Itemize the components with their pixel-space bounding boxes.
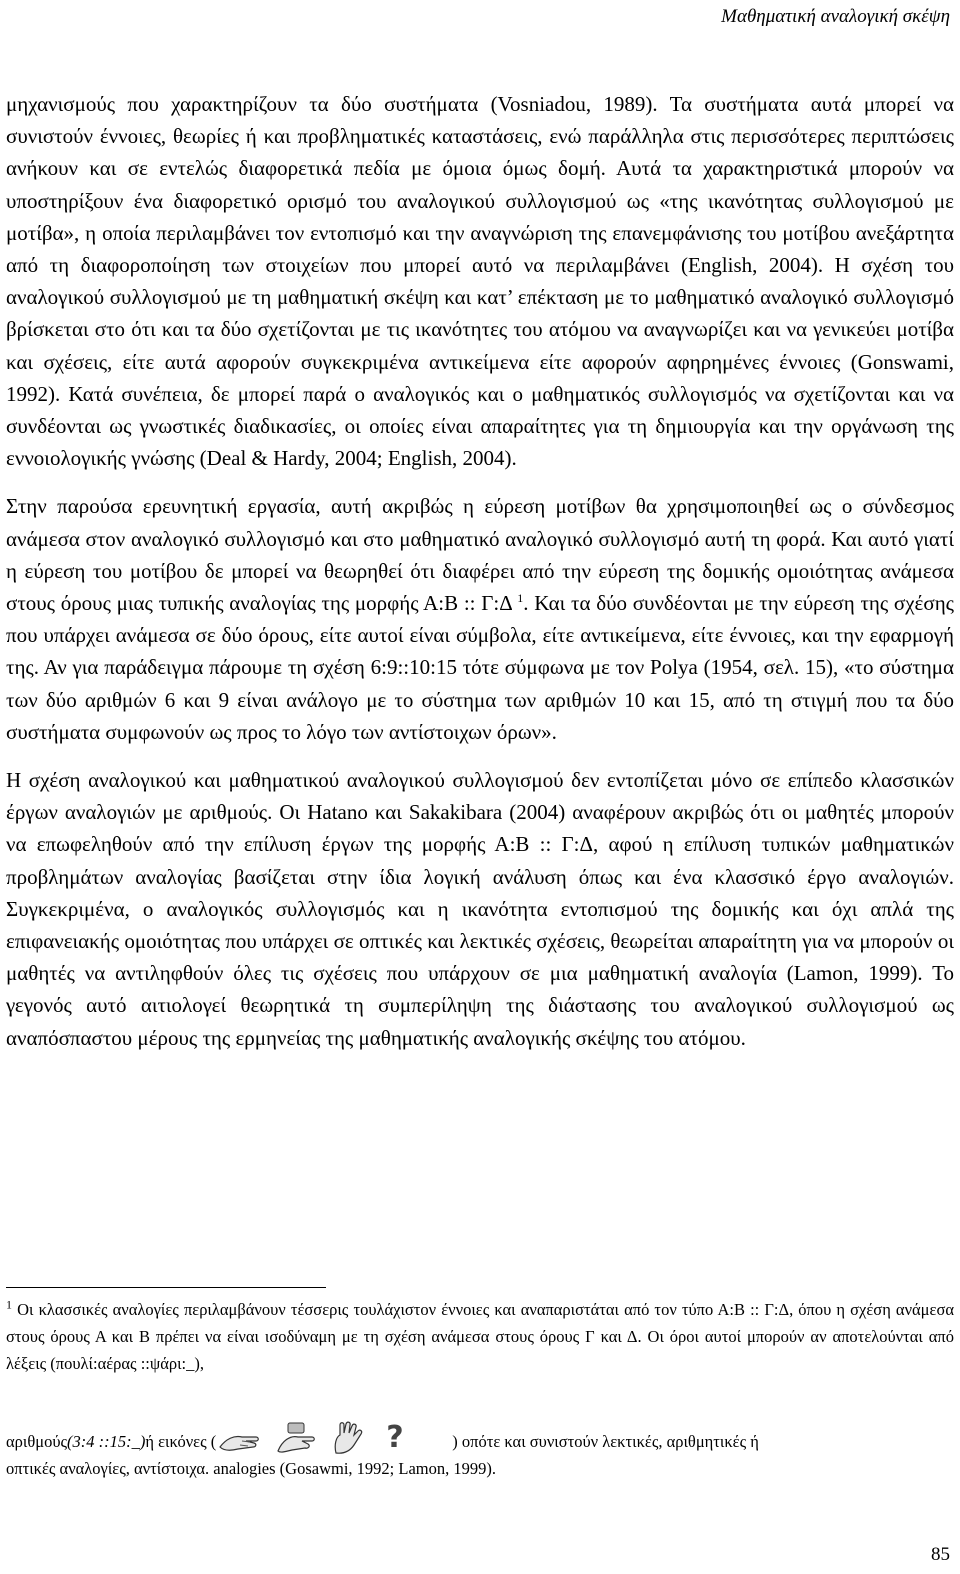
- hand-icon: [218, 1425, 262, 1455]
- paragraph-2-text-a: Στην παρούσα ερευνητική εργασία, αυτή ακριβώς η εύρεση μοτίβων θα χρησιμοποιηθεί ως ο σύνδεσμος ανάμεσα στον αναλογικό συλλογισμό και στο μαθηματικό αναλογικό συλλογισμό αυτή τη φορά. Και αυτό γιατί η εύρεση του μοτίβου δε μπορεί να θεωρηθεί ότι διαφέρει από την εύρεση της δομικής ομοιότητας ανάμεσα στους όρους μιας τυπικής αναλογίας της μορφής Α:Β :: Γ:Δ: [6, 494, 954, 616]
- paragraph-3: [6, 764, 954, 1054]
- paragraph-3-text: Η σχέση αναλογικού και μαθηματικού αναλογικού συλλογισμού δεν εντοπίζεται μόνο σε επίπεδο κλασσικών έργων αναλογιών με αριθμούς. Οι Hatano και Sakakibara (2004) αναφέρουν ακριβώς ότι οι μαθητές μπορούν να επωφεληθούν από την επίλυση έργων της μορφής Α:Β :: Γ:Δ, αφού η επίλυση τυπικών μαθηματικών προβλημάτων αναλογίας βασίζεται στην ίδια λογική ανάλυση όπως και ένα κλασσικό έργο αναλογιών. Συγκεκριμένα, ο αναλογικός συλλογισμός και η ικανότητα εντοπισμού της δομικής και όχι απλά της επιφανειακής ομοιότητας που υπάρχει σε οπτικές και λεκτικές σχέσεις, θεωρείται απαραίτητη για να μπορούν οι μαθητές να αντιληφθούν όλες τις σχέσεις που υπάρχουν σε μια μαθηματική αναλογία (Lamon, 1999). Το γεγονός αυτό αιτιολογεί θεωρητικά τη συμπερίληψη της διάστασης του αναλογικού συλλογισμού ως αναπόσπαστου μέρους της ερμηνείας της μαθηματικής αναλογικής σκέψης του ατόμου.: [6, 768, 954, 1050]
- footnote-text-1: Οι κλασσικές αναλογίες περιλαμβάνουν τέσσερις τουλάχιστον έννοιες και αναπαριστάται από τον τύπο Α:Β :: Γ:Δ, όπου η σχέση ανάμεσα στους όρους Α και Β πρέπει να είναι ισοδύναμη με τη σχέση ανάμεσα στους όρους Γ και Δ. Οι όροι αυτοί μπορούν αν αποτελούνται από λέξεις (πουλί:αέρας ::ψάρι:_),: [6, 1300, 954, 1373]
- page-number: 85: [931, 1544, 950, 1565]
- footnote-text-after-images: ) οπότε και συνιστούν λεκτικές, αριθμητικές ή: [452, 1432, 759, 1451]
- body-text: [6, 88, 954, 1070]
- running-header: Μαθηματική αναλογική σκέψη: [721, 6, 950, 27]
- question-mark-icon: ?: [386, 1420, 404, 1455]
- footnote-italic-example: (3:4 ::15:_): [67, 1432, 146, 1451]
- paragraph-2-text-b: . Και τα δύο συνδέονται με την εύρεση της σχέσης που υπάρχει ανάμεσα σε δύο όρους, είτε αυτοί είναι σύμβολα, είτε αντικείμενα, είτε έννοιες, και την εφαρμογή της. Αν για παράδειγμα πάρουμε τη σχέση 6:9::10:15 τότε σύμφωνα με τον Polya (1954, σελ. 15), «το σύστημα των δύο αριθμών 6 και 9 είναι ανάλογο με το σύστημα των αριθμών 10 και 15, από τη στιγμή που τα δύο συστήματα συμφωνούν ως προς το λόγο των αντίστοιχων όρων».: [6, 591, 954, 744]
- paragraph-1: [6, 88, 954, 474]
- footnote-text-pre: αριθμούς: [6, 1432, 68, 1451]
- paragraph-2: [6, 490, 954, 748]
- footnote-images: [218, 1411, 450, 1455]
- footnote-separator: [6, 1287, 326, 1288]
- hand-with-object-icon: [274, 1421, 318, 1455]
- footnote-number: 1: [6, 1297, 12, 1312]
- footnote-ref[interactable]: 1: [517, 591, 524, 606]
- footnote-line-1: [6, 1296, 954, 1377]
- hand-icon: [330, 1421, 374, 1455]
- footnote-text-mid: ή εικόνες (: [145, 1432, 217, 1451]
- paragraph-1-text: μηχανισμούς που χαρακτηρίζουν τα δύο συστήματα (Vosniadou, 1989). Τα συστήματα αυτά μπορεί να συνιστούν έννοιες, θεωρίες ή και προβληματικές καταστάσεις, ενώ παράλληλα στις περισσότερες περιπτώσεις ανήκουν και σε εντελώς διαφορετικά πεδία με όμοια όμως δομή. Αυτά τα χαρακτηριστικά μπορούν να υποστηρίξουν ένα διαφορετικό ορισμό του αναλογικού συλλογισμού ως «της ικανότητας συλλογισμού με μοτίβα», η οποία περιλαμβάνει τον εντοπισμό και την αναγνώριση της επανεμφάνισης του μοτίβου ανεξάρτητα από τη διαφοροποίηση των στοιχείων που μπορεί αυτό να περιλαμβάνει (English, 2004). Η σχέση του αναλογικού συλλογισμού με τη μαθηματική σκέψη και κατ’ επέκταση με το μαθηματικό αναλογικό συλλογισμό βρίσκεται στο ότι και τα δύο σχετίζονται με τις ικανότητες του ατόμου να αναγνωρίζει και να γενικεύει μοτίβα και σχέσεις, είτε αυτά αφορούν συγκεκριμένα αντικείμενα είτε αφορούν αφηρημένες έννοιες (Gonswami, 1992). Κατά συνέπεια, δε μπορεί παρά ο αναλογικός και ο μαθηματικός συλλογισμός να σχετίζονται και να συνδέονται ως γνωστικές διαδικασίες, οι οποίες είναι απαραίτητες για τη δημιουργία και την οργάνωση της εννοιολογικής γνώσης (Deal & Hardy, 2004; English, 2004).: [6, 92, 954, 471]
- footnote: [6, 1296, 954, 1482]
- footnote-line-3: οπτικές αναλογίες, αντίστοιχα. analogies (Gosawmi, 1992; Lamon, 1999).: [6, 1459, 496, 1478]
- footnote-line-images: [6, 1411, 954, 1455]
